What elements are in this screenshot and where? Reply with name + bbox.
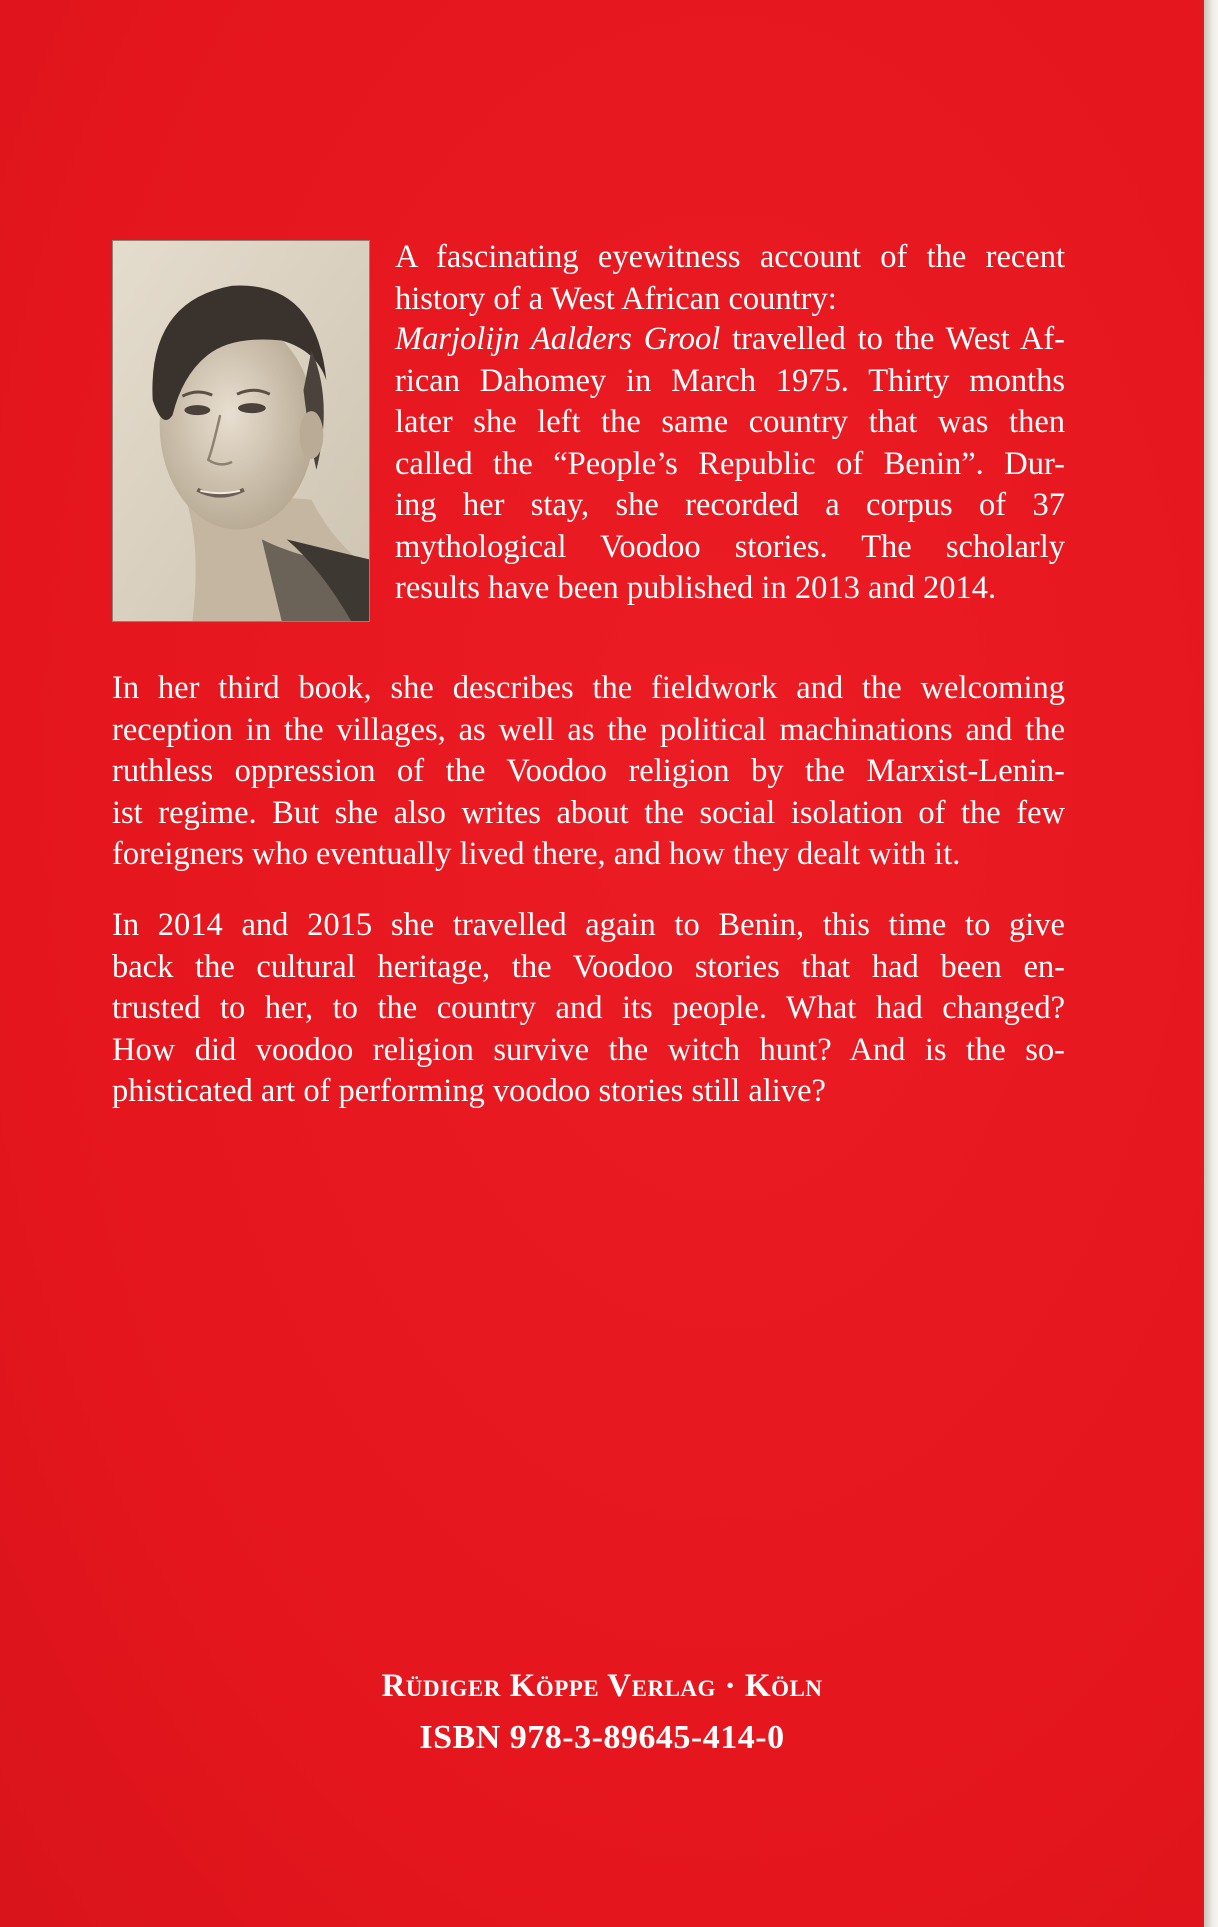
description-line: reception in the villages, as well as the political machinations and the: [112, 711, 1065, 748]
author-line: [395, 319, 1065, 361]
description-line: ist regime. But she also writes about the social isolation of the few: [112, 794, 1065, 831]
book-description-paragraph: [112, 668, 1065, 876]
description-line: ruthless oppression of the Voodoo religion by the Marxist-Lenin-: [112, 753, 1065, 789]
author-line: called the “People’s Republic of Benin”. Dur-: [395, 445, 1065, 482]
publisher-imprint: Rüdiger Köppe Verlag · Köln: [381, 1668, 823, 1704]
intro-paragraph: [395, 237, 1065, 320]
description-line: foreigners who eventually lived there, and how they dealt with it.: [112, 836, 961, 872]
author-line: results have been published in 2013 and 2014.: [395, 570, 997, 606]
isbn-number: ISBN 978-3-89645-414-0: [419, 1719, 785, 1756]
author-line-text: travelled to the West Af-: [720, 321, 1066, 357]
journey-line: In 2014 and 2015 she travelled again to Benin, this time to give: [112, 907, 1065, 943]
author-photo: [112, 240, 370, 622]
page-edge: [1204, 0, 1218, 1927]
author-line: ing her stay, she recorded a corpus of 37: [395, 487, 1065, 523]
author-line: rican Dahomey in March 1975. Thirty months: [395, 362, 1065, 399]
author-line: mythological Voodoo stories. The scholarly: [395, 528, 1065, 565]
author-line: later she left the same country that was then: [395, 404, 1065, 440]
journey-line: How did voodoo religion survive the witch hunt? And is the so-: [112, 1031, 1065, 1068]
description-line: In her third book, she describes the fieldwork and the welcoming: [112, 670, 1065, 706]
intro-line: A fascinating eyewitness account of the recent: [395, 239, 1065, 275]
journey-line: back the cultural heritage, the Voodoo stories that had been en-: [112, 948, 1065, 985]
author-portrait-image: [113, 241, 369, 621]
journey-line: phisticated art of performing voodoo stories still alive?: [112, 1073, 826, 1109]
intro-line: history of a West African country:: [395, 280, 837, 317]
author-name: Marjolijn Aalders Grool: [395, 321, 721, 357]
return-journey-paragraph: [112, 905, 1065, 1113]
author-paragraph: [395, 319, 1065, 610]
journey-line: trusted to her, to the country and its people. What had changed?: [112, 990, 1065, 1026]
